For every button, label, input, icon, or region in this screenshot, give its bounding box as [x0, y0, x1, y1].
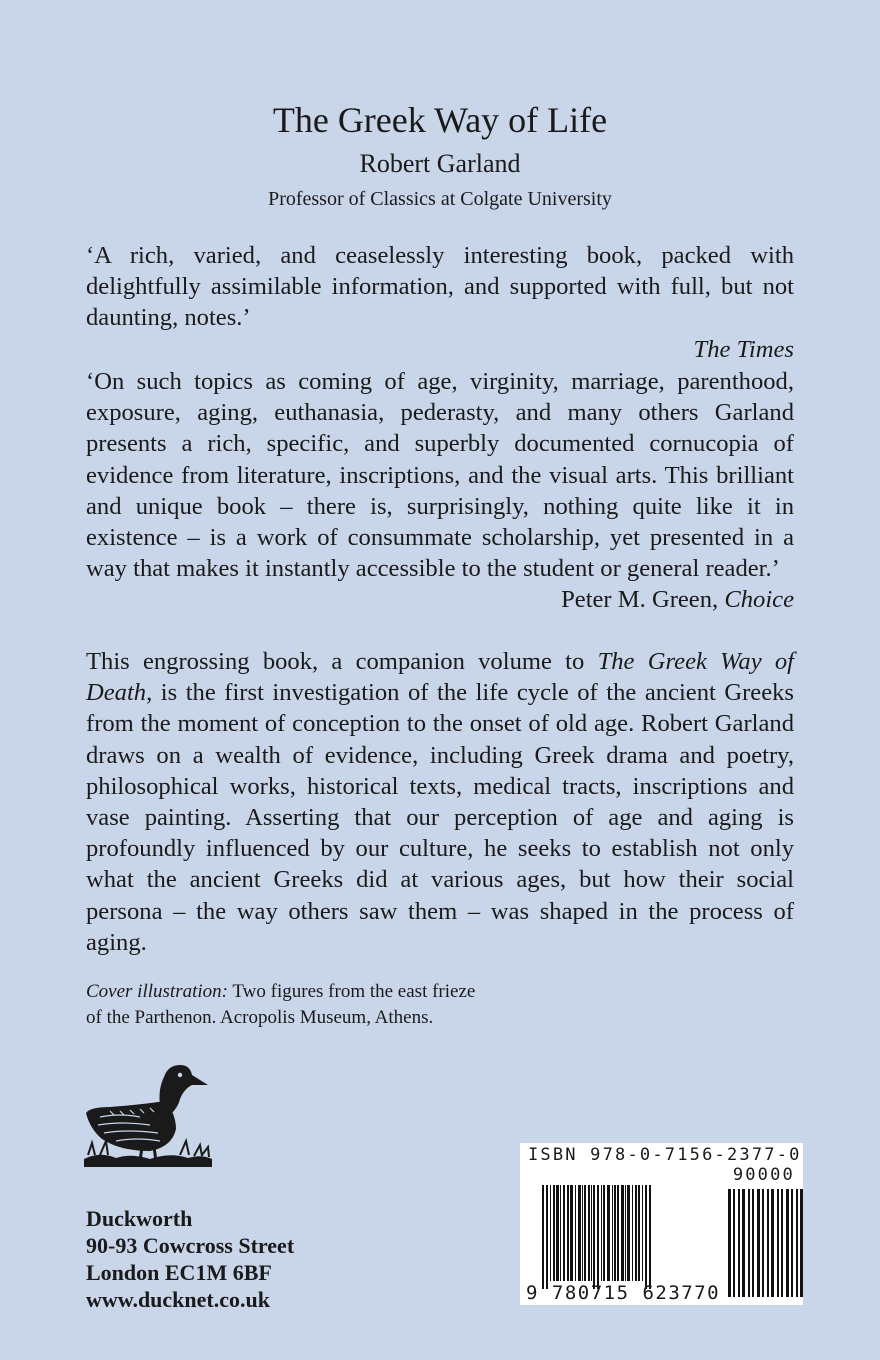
barcode-addon-bar [777, 1189, 779, 1297]
barcode-addon-bar [800, 1189, 803, 1297]
barcode-bar [584, 1185, 586, 1281]
barcode-bar [614, 1185, 616, 1281]
barcode-addon-bar [752, 1189, 754, 1297]
cover-illustration-label: Cover illustration: [86, 981, 228, 1002]
barcode-bar [625, 1185, 626, 1281]
barcode-bar [621, 1185, 624, 1281]
review-publication: Choice [724, 586, 794, 614]
duck-logo-icon [80, 1055, 215, 1175]
author-affiliation: Professor of Classics at Colgate University [268, 188, 612, 210]
barcode-bar [578, 1185, 581, 1281]
review-source [86, 584, 794, 615]
barcode-bar [570, 1185, 573, 1281]
barcode-bar [563, 1185, 565, 1281]
barcode-addon-bar [748, 1189, 750, 1297]
cover-illustration-line1: Two figures from the east frieze [232, 981, 476, 1002]
publisher-street: 90-93 Cowcross Street [86, 1233, 295, 1258]
barcode-bar [603, 1185, 605, 1281]
barcode-addon-bar [796, 1189, 798, 1297]
publisher-city: London EC1M 6BF [86, 1260, 272, 1285]
barcode-bar [550, 1185, 551, 1281]
barcode-bar [553, 1185, 555, 1281]
book-title: The Greek Way of Life [272, 100, 608, 140]
barcode-addon-digits: 90000 [732, 1165, 795, 1185]
barcode-digits: 9 780715 623770 [526, 1282, 721, 1304]
barcode-bar [575, 1185, 576, 1281]
barcode-bar [582, 1185, 583, 1281]
barcode-bar [607, 1185, 610, 1281]
barcode-bar [601, 1185, 602, 1281]
barcode-bar [591, 1185, 592, 1281]
barcode-bar [642, 1185, 643, 1281]
barcode-addon-bar [738, 1189, 740, 1297]
isbn-label: ISBN 978-0-7156-2377-0 [528, 1145, 802, 1165]
barcode-bar [649, 1185, 651, 1289]
barcode-bar [593, 1185, 595, 1289]
barcode-addon-bar [733, 1189, 735, 1297]
description-intro: This engrossing book, a companion volume to [86, 648, 585, 675]
cover-illustration-credit [86, 979, 606, 1031]
barcode-addon-bar [791, 1189, 793, 1297]
barcode-bar [567, 1185, 569, 1281]
barcode-bar [588, 1185, 590, 1281]
barcode-bar [635, 1185, 637, 1281]
author-name: Robert Garland [359, 149, 521, 178]
barcode-addon-bar [767, 1189, 769, 1297]
barcode-addon-bar [742, 1189, 745, 1297]
barcode-addon-bar [781, 1189, 783, 1297]
publisher-name: Duckworth [86, 1206, 193, 1231]
cover-illustration-line2: of the Parthenon. Acropolis Museum, Athens. [86, 1007, 434, 1028]
review-source-name: The Times [693, 335, 794, 363]
barcode-bar [560, 1185, 561, 1281]
publisher-website: www.ducknet.co.uk [86, 1287, 270, 1312]
book-description [86, 646, 794, 958]
barcode-bar [645, 1185, 647, 1289]
review-quote-text: ‘A rich, varied, and ceaselessly interesting book, packed with delightfully assimilable information, and supported with full, but not daunting, notes.’ [86, 242, 794, 332]
barcode-bar [612, 1185, 613, 1281]
reviewer-name: Peter M. Green, [561, 586, 719, 614]
barcode-bar [597, 1185, 599, 1289]
review-source [86, 334, 794, 365]
barcode-addon-bar [771, 1189, 774, 1297]
barcode-bar [632, 1185, 633, 1281]
barcode-addon-bar [728, 1189, 731, 1297]
barcode-bar [556, 1185, 559, 1281]
barcode-addon-bar [757, 1189, 760, 1297]
barcode-bar [627, 1185, 630, 1281]
barcode-bar [617, 1185, 619, 1281]
barcode-bars [520, 1143, 803, 1305]
review-quote-times [86, 240, 794, 365]
isbn-barcode [520, 1143, 803, 1305]
barcode-addon-bar [786, 1189, 789, 1297]
review-quote-text: ‘On such topics as coming of age, virginity, marriage, parenthood, exposure, aging, euthanasia, pederasty, and many others Garland presents a rich, specific, and superbly documented cornucopia of evidence from literature, inscriptions, and the visual arts. This brilliant and unique book – there is, surprisingly, nothing quite like it in existence – is a work of consummate scholarship, yet presented in a way that makes it instantly accessible to the student or general reader.’ [86, 368, 794, 583]
companion-title: The Greek Way of Death, [86, 648, 794, 707]
publisher-info [86, 1205, 294, 1313]
review-quote-choice [86, 366, 794, 616]
barcode-addon-bar [762, 1189, 764, 1297]
barcode-bar [546, 1185, 548, 1289]
barcode-bar [542, 1185, 544, 1289]
description-body: is the first investigation of the life cycle of the ancient Greeks from the moment of conception to the onset of old age. Robert Garland draws on a wealth of evidence, including Greek drama and poetry, philosophical works, historical texts, medical tracts, inscriptions and vase painting. Asserting that our perception of age and aging is profoundly influenced by our culture, he seeks to establish not only what the ancient Greeks did at various ages, but how their social persona – the way others saw them – was shaped in the process of aging. [86, 679, 795, 956]
barcode-bar [638, 1185, 640, 1281]
